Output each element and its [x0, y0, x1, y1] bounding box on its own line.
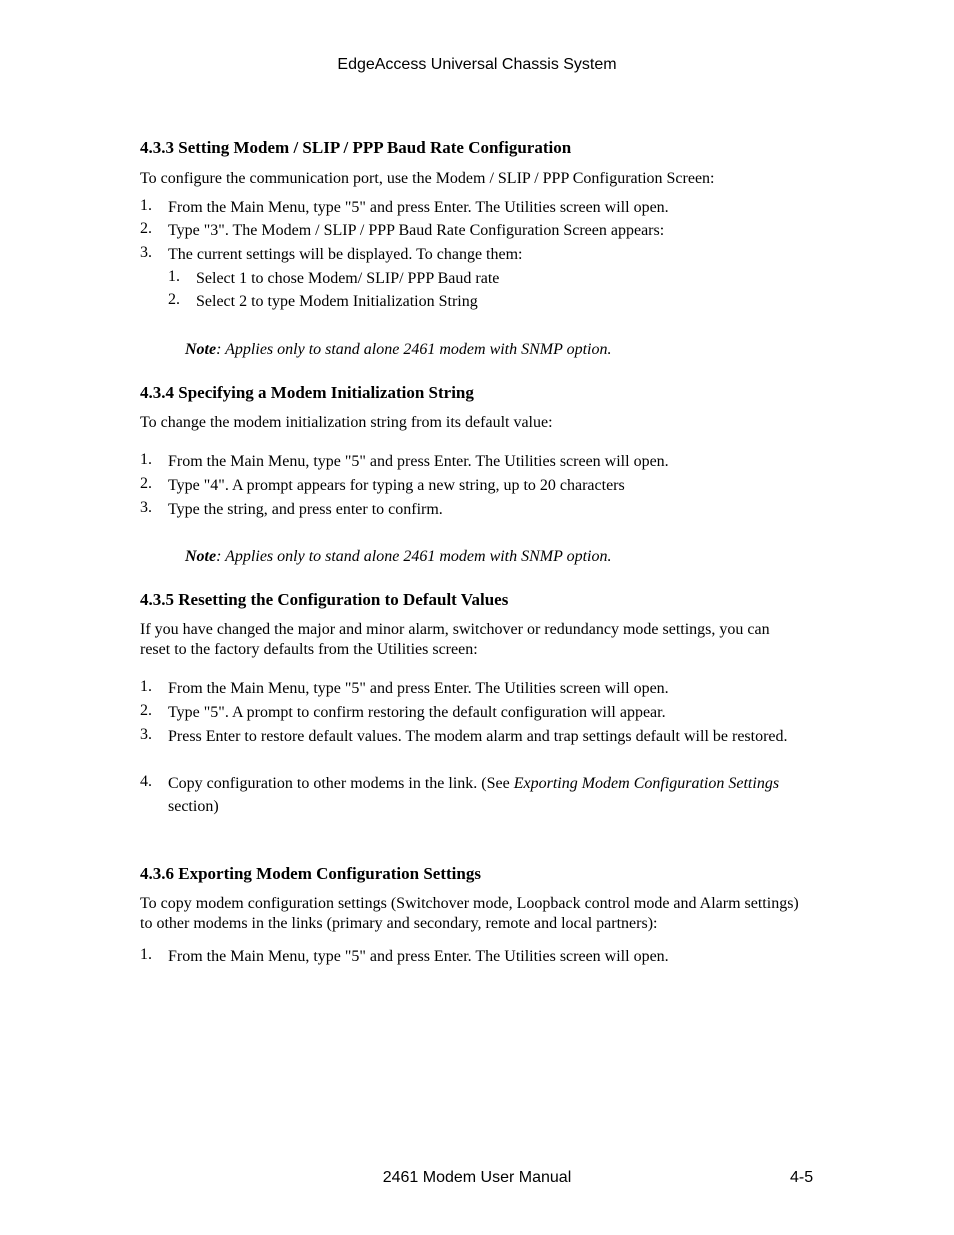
list-number: 1.: [168, 268, 180, 285]
list-text: [168, 772, 790, 818]
sub-list-item: [140, 267, 790, 290]
list-number: 2.: [168, 291, 180, 308]
running-header: EdgeAccess Universal Chassis System: [337, 56, 617, 73]
note-label: Note: [185, 341, 217, 358]
footer-title: 2461 Modem User Manual: [382, 1169, 572, 1186]
section-heading-4-3-6: 4.3.6 Exporting Modem Configuration Settings: [140, 864, 481, 883]
step-text-before: Copy configuration to other modems in the link. (See: [168, 775, 514, 792]
list-number: 3.: [140, 726, 152, 743]
list-text: Type "5". A prompt to confirm restoring the default configuration will appear.: [168, 704, 666, 721]
section-heading-4-3-5: 4.3.5 Resetting the Configuration to Default Values: [140, 590, 509, 609]
list-text: The current settings will be displayed. To change them:: [168, 246, 523, 263]
list-item: [140, 196, 790, 219]
note-text: : Applies only to stand alone 2461 modem with SNMP option.: [216, 341, 612, 358]
list-number: 2.: [140, 220, 152, 237]
list-item: [140, 677, 790, 700]
list-text: Type "3". The Modem / SLIP / PPP Baud Rate Configuration Screen appears:: [168, 222, 665, 239]
step-text-after: section): [168, 798, 219, 815]
list-text: Select 1 to chose Modem/ SLIP/ PPP Baud rate: [196, 270, 500, 287]
list-text: From the Main Menu, type "5" and press Enter. The Utilities screen will open.: [168, 453, 669, 470]
section-heading-4-3-3: 4.3.3 Setting Modem / SLIP / PPP Baud Rate Configuration: [140, 138, 572, 157]
list-number: 1.: [140, 451, 152, 468]
section-intro: If you have changed the major and minor alarm, switchover or redundancy mode settings, you can reset to the factory defaults from the Utilities screen:: [140, 621, 770, 658]
list-item: [140, 219, 790, 242]
list-item: [140, 772, 790, 818]
section-intro: To change the modem initialization string from its default value:: [140, 414, 553, 431]
list-item: [140, 498, 790, 521]
sub-list-item: [140, 290, 790, 313]
list-number: 2.: [140, 475, 152, 492]
list-item: [140, 701, 790, 724]
note: [185, 547, 612, 567]
list-item: [140, 945, 790, 968]
section-intro: To copy modem configuration settings (Switchover mode, Loopback control mode and Alarm settings) to other modems in the links (primary and secondary, remote and local partners):: [140, 895, 799, 932]
list-item: [140, 450, 790, 473]
list-text: Press Enter to restore default values. The modem alarm and trap settings default will be restored.: [168, 728, 788, 745]
note-label: Note: [185, 548, 217, 565]
list-text: From the Main Menu, type "5" and press Enter. The Utilities screen will open.: [168, 199, 669, 216]
list-item: [140, 243, 790, 266]
section-intro: To configure the communication port, use the Modem / SLIP / PPP Configuration Screen:: [140, 170, 715, 187]
list-text: From the Main Menu, type "5" and press Enter. The Utilities screen will open.: [168, 680, 669, 697]
note: [185, 340, 612, 360]
list-number: 4.: [140, 773, 152, 790]
list-number: 1.: [140, 678, 152, 695]
page-number: 4-5: [790, 1169, 814, 1186]
list-number: 3.: [140, 499, 152, 516]
list-text: Select 2 to type Modem Initialization String: [196, 293, 478, 310]
list-number: 2.: [140, 702, 152, 719]
list-item: [140, 725, 790, 748]
list-text: From the Main Menu, type "5" and press Enter. The Utilities screen will open.: [168, 948, 669, 965]
cross-reference: Exporting Modem Configuration Settings: [513, 775, 780, 792]
list-text: Type "4". A prompt appears for typing a new string, up to 20 characters: [168, 477, 625, 494]
section-heading-4-3-4: 4.3.4 Specifying a Modem Initialization String: [140, 383, 474, 402]
list-number: 1.: [140, 946, 152, 963]
note-text: : Applies only to stand alone 2461 modem with SNMP option.: [216, 548, 612, 565]
list-item: [140, 474, 790, 497]
list-number: 1.: [140, 197, 152, 214]
list-number: 3.: [140, 244, 152, 261]
list-text: Type the string, and press enter to confirm.: [168, 501, 443, 518]
